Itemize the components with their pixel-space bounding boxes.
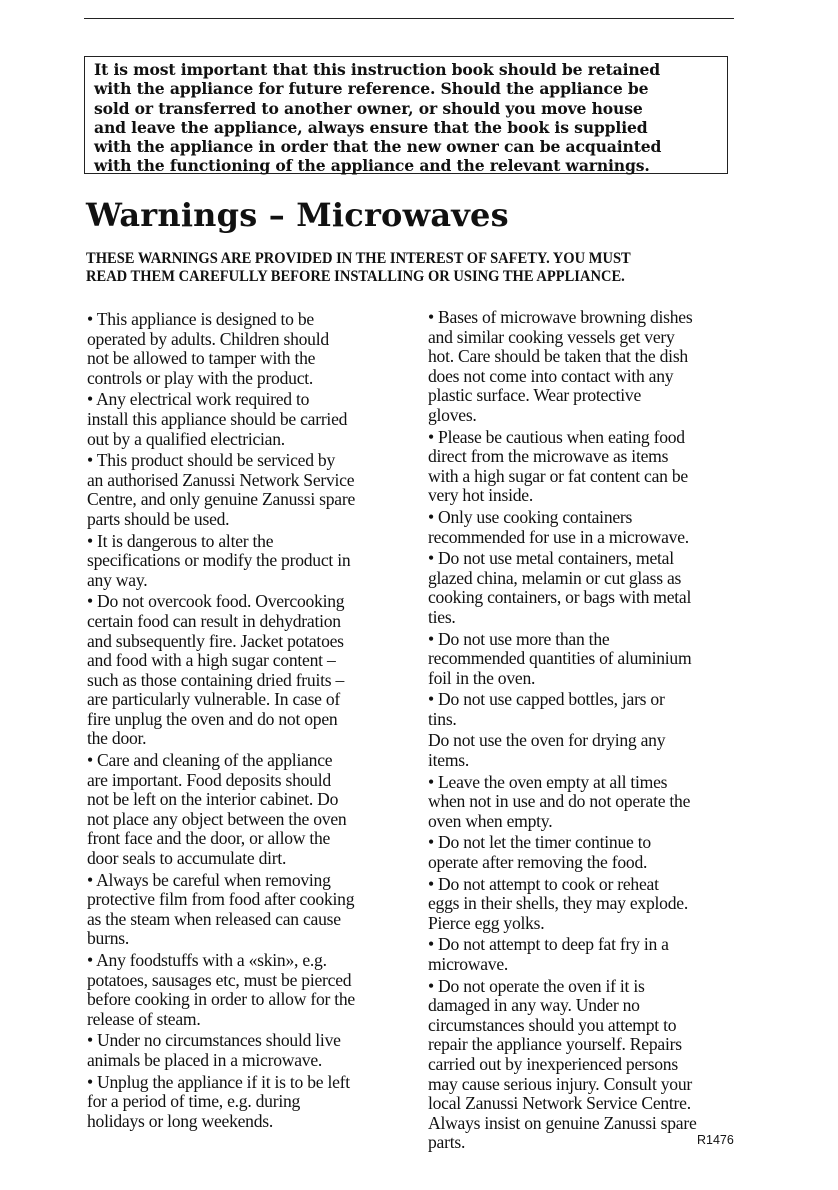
warning-line: tins.: [428, 708, 457, 729]
warning-line: damaged in any way. Under no: [428, 995, 640, 1016]
warning-line: parts.: [428, 1132, 466, 1153]
warning-line: with a high sugar or fat content can be: [428, 465, 688, 486]
warning-line: plastic surface. Wear protective: [428, 385, 642, 406]
warning-item: [87, 310, 417, 388]
warning-item: [428, 773, 758, 832]
warning-item: [87, 871, 417, 949]
warning-line: • Leave the oven empty at all times: [428, 771, 668, 792]
warning-line: potatoes, sausages etc, must be pierced: [87, 969, 352, 990]
warning-line: Centre, and only genuine Zanussi spare: [87, 489, 356, 510]
warning-line: • Please be cautious when eating food: [428, 426, 685, 447]
warning-line: very hot inside.: [428, 485, 533, 506]
warning-line: protective film from food after cooking: [87, 889, 355, 910]
warning-item: [428, 630, 758, 689]
warning-line: and food with a high sugar content –: [87, 650, 336, 671]
warning-line: • Do not use capped bottles, jars or: [428, 689, 665, 710]
warning-item: [428, 428, 758, 506]
warning-line: animals be placed in a microwave.: [87, 1049, 323, 1070]
warning-line: • Only use cooking containers: [428, 506, 633, 527]
warning-line: recommended quantities of aluminium: [428, 648, 692, 669]
warning-line: • Do not operate the oven if it is: [428, 975, 645, 996]
warning-line: repair the appliance yourself. Repairs: [428, 1034, 682, 1055]
warning-line: ties.: [428, 606, 456, 627]
warning-line: • This appliance is designed to be: [87, 309, 314, 329]
left-warnings-column: [87, 310, 417, 1133]
warning-line: door seals to accumulate dirt.: [87, 848, 287, 869]
warning-line: controls or play with the product.: [87, 367, 314, 388]
notice-line: and leave the appliance, always ensure that the book is supplied: [94, 117, 648, 137]
warning-line: out by a qualified electrician.: [87, 428, 285, 449]
warning-line: may cause serious injury. Consult your: [428, 1073, 692, 1094]
warning-line: • Do not let the timer continue to: [428, 832, 651, 853]
warning-line: • Always be careful when removing: [87, 869, 331, 890]
warning-item: [87, 451, 417, 529]
notice-line: with the appliance in order that the new owner can be acquainted: [94, 137, 662, 157]
warning-item: [428, 875, 758, 934]
warning-line: eggs in their shells, they may explode.: [428, 893, 688, 914]
warning-line: • Do not use metal containers, metal: [428, 548, 674, 569]
warning-item: [87, 951, 417, 1029]
warning-item: [428, 977, 758, 1153]
warning-line: not be left on the interior cabinet. Do: [87, 789, 339, 810]
page-title: Warnings – Microwaves: [86, 196, 509, 234]
warning-line: are particularly vulnerable. In case of: [87, 689, 341, 710]
warning-line: an authorised Zanussi Network Service: [87, 469, 355, 490]
warning-line: items.: [428, 750, 470, 771]
warning-line: when not in use and do not operate the: [428, 791, 691, 812]
warning-line: • Under no circumstances should live: [87, 1030, 341, 1051]
top-rule: [84, 18, 734, 19]
notice-line: with the appliance for future reference. Should the appliance be: [94, 79, 649, 99]
warning-line: front face and the door, or allow the: [87, 828, 331, 849]
warning-line: as the steam when released can cause: [87, 908, 341, 929]
warning-line: certain food can result in dehydration: [87, 610, 341, 631]
warning-line: recommended for use in a microwave.: [428, 526, 689, 547]
warning-line: carried out by inexperienced persons: [428, 1053, 678, 1074]
warning-item: [428, 731, 758, 770]
warning-item: [428, 308, 758, 426]
warning-line: and subsequently fire. Jacket potatoes: [87, 630, 344, 651]
warning-line: foil in the oven.: [428, 667, 536, 688]
warning-line: the door.: [87, 728, 147, 749]
warning-item: [87, 1031, 417, 1070]
warning-line: • Unplug the appliance if it is to be left: [87, 1071, 350, 1092]
warning-line: gloves.: [428, 404, 477, 425]
warning-line: holidays or long weekends.: [87, 1110, 274, 1131]
warning-line: such as those containing dried fruits –: [87, 669, 345, 690]
warning-line: • Care and cleaning of the appliance: [87, 750, 333, 771]
warning-line: any way.: [87, 569, 148, 590]
warning-line: fire unplug the oven and do not open: [87, 708, 338, 729]
warning-line: direct from the microwave as items: [428, 446, 669, 467]
notice-line: sold or transferred to another owner, or should you move house: [94, 98, 643, 118]
warning-item: [428, 549, 758, 627]
warning-line: for a period of time, e.g. during: [87, 1091, 301, 1112]
warning-line: oven when empty.: [428, 810, 553, 831]
caps-warning-line: THESE WARNINGS ARE PROVIDED IN THE INTEREST OF SAFETY. YOU MUST: [86, 250, 631, 267]
warning-line: • It is dangerous to alter the: [87, 530, 274, 551]
warning-line: not be allowed to tamper with the: [87, 348, 316, 369]
warning-line: specifications or modify the product in: [87, 550, 351, 571]
safety-caps-warning: [86, 250, 684, 287]
warning-line: • Do not overcook food. Overcooking: [87, 591, 345, 612]
retention-notice-box: [84, 56, 728, 174]
warning-line: not place any object between the oven: [87, 808, 347, 829]
warning-item: [428, 690, 758, 729]
notice-line: with the functioning of the appliance and the relevant warnings.: [94, 156, 650, 176]
warning-line: Always insist on genuine Zanussi spare: [428, 1112, 697, 1133]
warning-line: local Zanussi Network Service Centre.: [428, 1093, 691, 1114]
warning-line: • Do not attempt to deep fat fry in a: [428, 934, 669, 955]
warning-item: [87, 390, 417, 449]
warning-line: before cooking in order to allow for the: [87, 989, 355, 1010]
warning-line: hot. Care should be taken that the dish: [428, 346, 688, 367]
warning-line: • Do not attempt to cook or reheat: [428, 873, 659, 894]
warning-item: [428, 935, 758, 974]
warning-line: does not come into contact with any: [428, 365, 674, 386]
warning-line: • Do not use more than the: [428, 628, 610, 649]
reference-code: R1476: [697, 1133, 734, 1147]
warning-line: • Bases of microwave browning dishes: [428, 307, 693, 327]
warning-line: release of steam.: [87, 1008, 201, 1029]
warning-line: Do not use the oven for drying any: [428, 730, 666, 751]
warning-line: • Any electrical work required to: [87, 389, 310, 410]
warning-line: • This product should be serviced by: [87, 450, 335, 471]
right-warnings-column: [428, 308, 758, 1155]
notice-line: It is most important that this instruction book should be retained: [94, 60, 661, 79]
warning-line: microwave.: [428, 954, 509, 974]
warning-line: are important. Food deposits should: [87, 769, 331, 790]
warning-item: [428, 833, 758, 872]
warning-line: operate after removing the food.: [428, 852, 648, 873]
warning-line: cooking containers, or bags with metal: [428, 587, 692, 608]
warning-line: circumstances should you attempt to: [428, 1014, 677, 1035]
warning-item: [87, 592, 417, 749]
warning-item: [87, 1073, 417, 1132]
caps-warning-line: READ THEM CAREFULLY BEFORE INSTALLING OR USING THE APPLIANCE.: [86, 268, 625, 286]
warning-line: • Any foodstuffs with a «skin», e.g.: [87, 950, 327, 970]
warning-item: [87, 532, 417, 591]
warning-line: burns.: [87, 928, 129, 949]
warning-line: operated by adults. Children should: [87, 328, 329, 349]
warning-item: [428, 508, 758, 547]
warning-item: [87, 751, 417, 869]
warning-line: install this appliance should be carried: [87, 408, 348, 429]
warning-line: parts should be used.: [87, 508, 230, 529]
warning-line: glazed china, melamin or cut glass as: [428, 567, 682, 588]
warning-line: and similar cooking vessels get very: [428, 326, 675, 347]
warning-line: Pierce egg yolks.: [428, 912, 545, 933]
